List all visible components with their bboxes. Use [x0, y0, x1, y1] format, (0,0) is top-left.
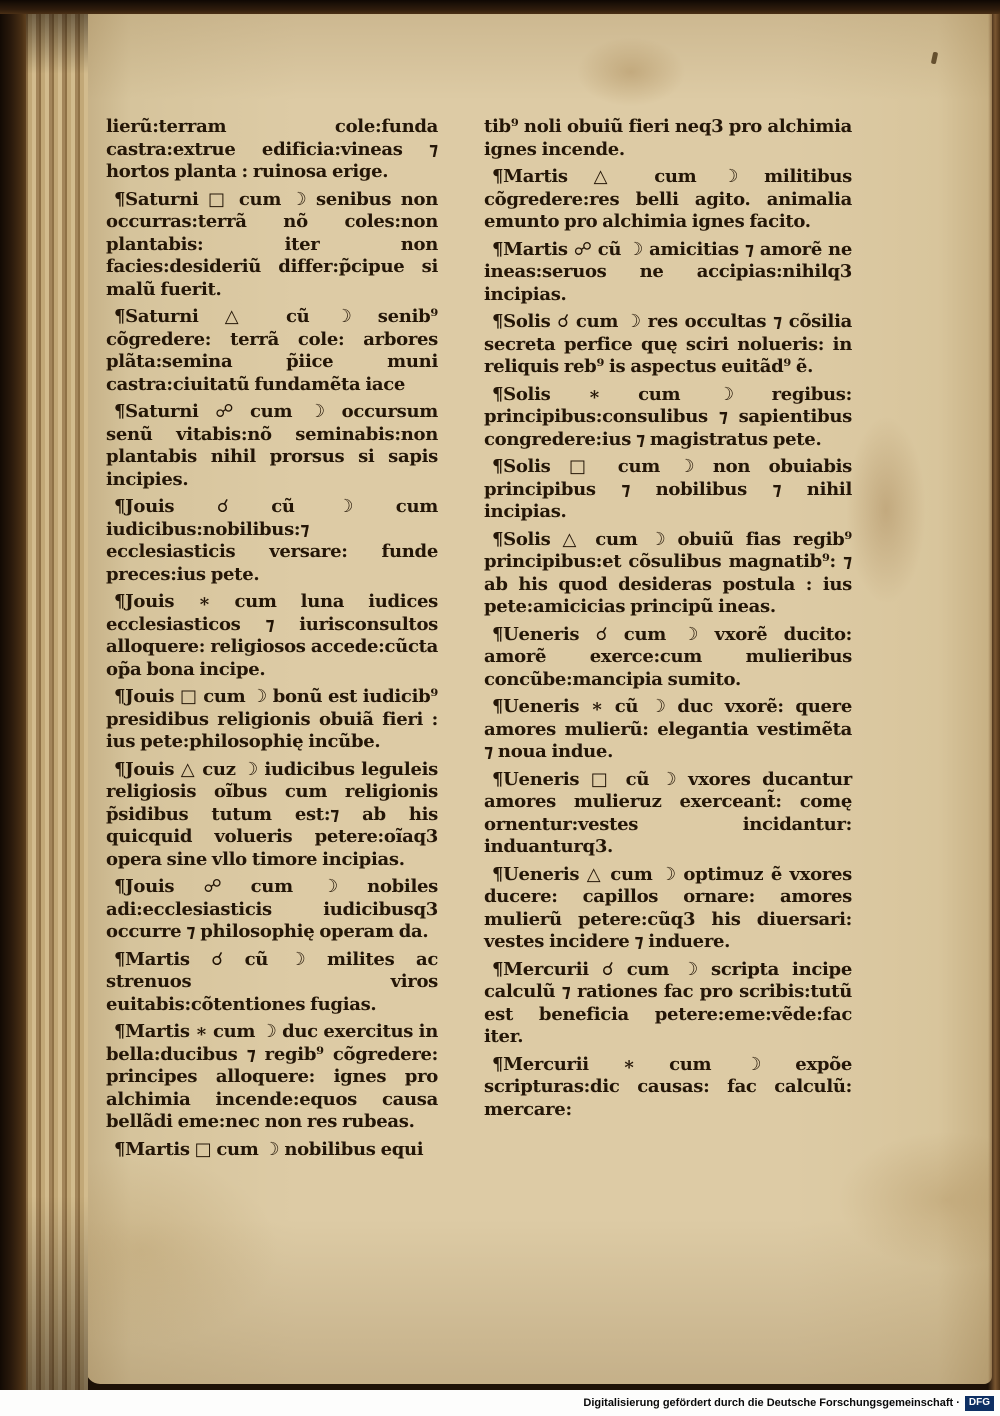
paragraph: lierũ:terram cole:funda castra:extrue edificia:vineas ⁊ hortos planta : ruinosa erige. [106, 116, 438, 182]
text-column-right [484, 116, 852, 1126]
paragraph: ¶Martis ☌ cũ ☽ milites ac strenuos viros euitabis:cõtentiones fugias. [106, 948, 438, 1015]
paragraph: ¶Ueneris ∗ cũ ☽ duc vxorẽ: quere amores mulierũ: elegantia vestimẽta ⁊ noua indue. [484, 696, 852, 762]
paragraph: ¶Jouis △ cuz ☽ iudicibus leguleis religiosis oĩbus cum religionis p̃sidibus tutum est:⁊ ab his quicquid volueris petere:oĩaq3 opera sine vllo timore incipias. [106, 758, 438, 870]
paragraph: ¶Solis □ cum ☽ non obuiabis principibus ⁊ nobilibus ⁊ nihil incipias. [484, 456, 852, 522]
paragraph: ¶Martis ∗ cum ☽ duc exercitus in bella:ducibus ⁊ regib⁹ cõgredere: principes alloquere: ignes pro alchimia incende:equos causa bellãdi eme:nec non res rubeas. [106, 1021, 438, 1132]
digitization-credit: Digitalisierung gefördert durch die Deutsche Forschungsgemeinschaft · [583, 1397, 960, 1409]
paragraph: ¶Solis △ cum ☽ obuiũ fias regib⁹ principibus:et cõsulibus magnatib⁹: ⁊ ab his quod desideras postula : ius pete:amicicias principũ ineas. [484, 528, 852, 617]
paragraph: ¶Mercurii ∗ cum ☽ expõe scripturas:dic causas: fac calculũ: mercare: [484, 1053, 852, 1120]
paragraph: ¶Ueneris □ cũ ☽ vxores ducantur amores mulieruz exerceant̃: comę ornentur:vestes incidantur: induanturq3. [484, 768, 852, 857]
page-edges [26, 4, 88, 1390]
paragraph: ¶Martis ☍ cũ ☽ amicitias ⁊ amorẽ ne ineas:seruos ne accipias:nihilq3 incipias. [484, 238, 852, 305]
paragraph: ¶Jouis ☍ cum ☽ nobiles adi:ecclesiasticis iudicibusq3 occurre ⁊ philosophię operam da. [106, 876, 438, 942]
paragraph: ¶Ueneris ☌ cum ☽ vxorẽ ducito: amorẽ exerce:cum mulieribus concũbe:mancipia sumito. [484, 623, 852, 690]
dfg-logo: DFG [965, 1396, 994, 1411]
paragraph: ¶Mercurii ☌ cum ☽ scripta incipe calculũ ⁊ rationes fac pro scribis:tutũ est beneficia petere:eme:vẽde:fac iter. [484, 958, 852, 1047]
paragraph: ¶Saturni ☍ cum ☽ occursum senũ vitabis:nõ seminabis:non plantabis nihil prorsus si sapis incipies. [106, 401, 438, 490]
paragraph: ¶Jouis ∗ cum luna iudices ecclesiasticos ⁊ iurisconsultos alloquere: religiosos accede:cũcta op̃a bona incipe. [106, 591, 438, 680]
paragraph: ¶Ueneris △ cum ☽ optimuz ẽ vxores ducere: capillos ornare: amores mulierũ petere:cũq3 his diuersari: vestes incidere ⁊ induere. [484, 863, 852, 952]
text-column-left [106, 116, 438, 1166]
book-spine [0, 0, 26, 1390]
paragraph: ¶Martis □ cum ☽ nobilibus equi [114, 1138, 424, 1160]
paragraph: ¶Martis △ cum ☽ militibus cõgredere:res belli agito. animalia emunto pro alchimia ignes facito. [484, 166, 852, 232]
paragraph: ¶Solis ☌ cum ☽ res occultas ⁊ cõsilia secreta perfice quę sciri nolueris: in reliquis reb⁹ is aspectus euitãd⁹ ẽ. [484, 311, 852, 377]
paragraph: ¶Jouis ☌ cũ ☽ cum iudicibus:nobilibus:⁊ ecclesiasticis versare: funde preces:ius pete. [106, 496, 438, 585]
paragraph: tib⁹ noli obuiũ fieri neq3 pro alchimia ignes incende. [484, 116, 852, 160]
right-page-edge [988, 0, 1000, 1390]
paragraph: ¶Solis ∗ cum ☽ regibus: principibus:consulibus ⁊ sapientibus congredere:ius ⁊ magistratus pete. [484, 383, 852, 450]
digitization-footer [0, 1390, 1000, 1416]
paragraph: ¶Saturni □ cum ☽ senibus non occurras:terrã nõ coles:non plantabis: iter non facies:desideriũ differ:p̃cipue si malũ fuerit. [106, 188, 438, 300]
ink-speck [931, 52, 938, 65]
paragraph: ¶Saturni △ cũ ☽ senib⁹ cõgredere: terrã cole: arbores plãta:semina p̃iice muni castra:ciuitatũ fundamẽta iace [106, 306, 438, 395]
page [86, 10, 992, 1384]
top-cover-edge [0, 0, 1000, 14]
paragraph: ¶Jouis □ cum ☽ bonũ est iudicib⁹ presidibus religionis obuiã fieri : ius pete:philosophię incũbe. [106, 686, 438, 752]
